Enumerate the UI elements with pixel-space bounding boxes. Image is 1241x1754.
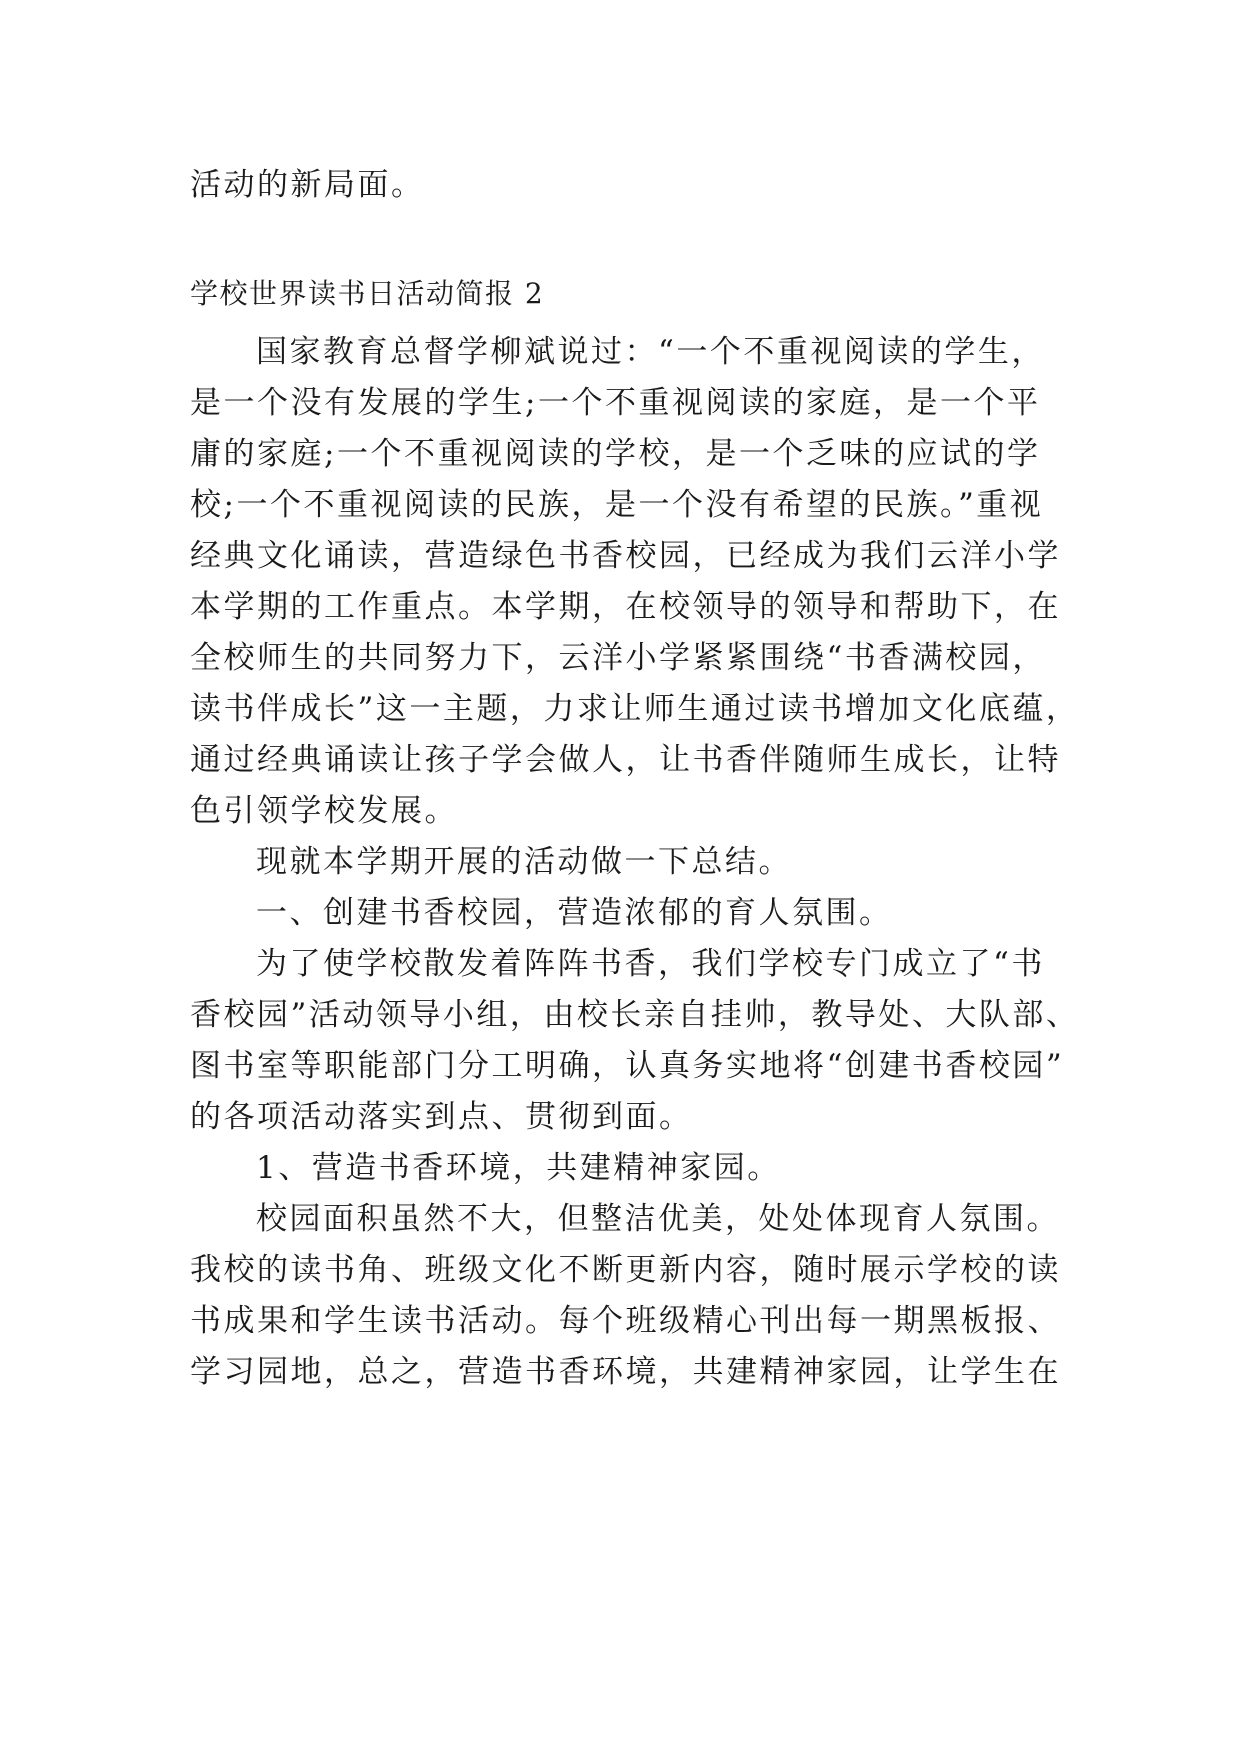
paragraph-line: 书成果和学生读书活动。每个班级精心刊出每一期黑板报、 [190, 1303, 1061, 1339]
paragraph-line: 现就本学期开展的活动做一下总结。 [256, 844, 792, 880]
paragraph-line: 校园面积虽然不大，但整洁优美，处处体现育人氛围。 [256, 1201, 1060, 1237]
paragraph-line: 读书伴成长”这一主题，力求让师生通过读书增加文化底蕴， [190, 691, 1080, 727]
section-heading-line: 一、创建书香校园，营造浓郁的育人氛围。 [256, 895, 893, 931]
paragraph-1 [190, 327, 1080, 837]
carryover-line: 活动的新局面。 [190, 167, 425, 203]
section-heading-1 [190, 888, 1050, 939]
paragraph-line: 为了使学校散发着阵阵书香，我们学校专门成立了“书 [256, 946, 1045, 982]
paragraph-line: 我校的读书角、班级文化不断更新内容，随时展示学校的读 [190, 1252, 1061, 1288]
subsection-heading-1 [190, 1143, 1050, 1194]
document-page [190, 160, 1080, 1398]
paragraph-line: 本学期的工作重点。本学期，在校领导的领导和帮助下，在 [190, 589, 1061, 625]
paragraph-line: 色引领学校发展。 [190, 793, 458, 829]
paragraph-line: 学习园地，总之，营造书香环境，共建精神家园，让学生在 [190, 1354, 1061, 1390]
paragraph-line: 国家教育总督学柳斌说过：“一个不重视阅读的学生， [256, 334, 1045, 370]
paragraph-line: 通过经典诵读让孩子学会做人，让书香伴随师生成长，让特 [190, 742, 1061, 778]
paragraph-3 [190, 939, 1080, 1143]
paragraph-line: 是一个没有发展的学生;一个不重视阅读的家庭，是一个平 [190, 385, 1041, 421]
paragraph-line: 的各项活动落实到点、贯彻到面。 [190, 1099, 693, 1135]
paragraph-4 [190, 1194, 1061, 1398]
paragraph-line: 庸的家庭;一个不重视阅读的学校，是一个乏味的应试的学 [190, 436, 1041, 472]
paragraph-2 [190, 837, 1050, 888]
subsection-heading-line: 1、营造书香环境，共建精神家园。 [256, 1150, 781, 1186]
paragraph-line: 全校师生的共同努力下，云洋小学紧紧围绕“书香满校园， [190, 640, 1046, 676]
paragraph-line: 经典文化诵读，营造绿色书香校园，已经成为我们云洋小学 [190, 538, 1061, 574]
paragraph-line: 图书室等职能部门分工明确，认真务实地将“创建书香校园” [190, 1048, 1065, 1084]
document-title: 学校世界读书日活动简报 2 [190, 277, 545, 310]
paragraph-line: 香校园”活动领导小组，由校长亲自挂帅，教导处、大队部、 [190, 997, 1080, 1033]
paragraph-line: 校;一个不重视阅读的民族，是一个没有希望的民族。”重视 [190, 487, 1044, 523]
